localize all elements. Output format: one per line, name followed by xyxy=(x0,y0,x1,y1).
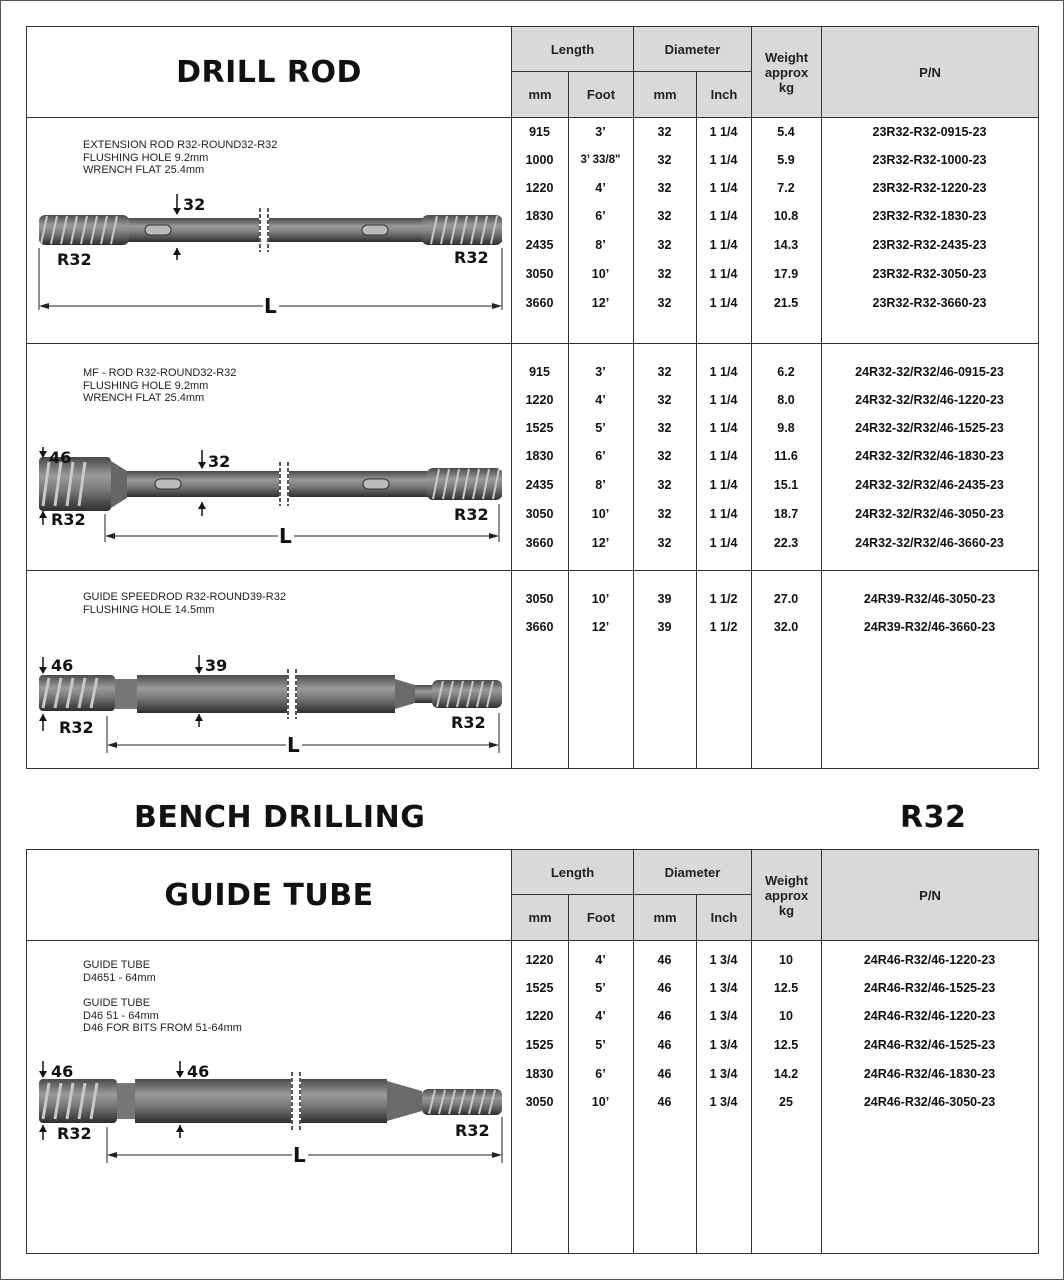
section-mf-rod xyxy=(27,344,511,570)
right-thread-label: R32 xyxy=(455,1121,490,1140)
table-row: 1000 3’ 33/8" 32 1 1/4 5.9 23R32-R32-1000-23 xyxy=(525,153,987,167)
section-guide-tube xyxy=(27,941,511,1253)
header-length: Length xyxy=(511,27,633,72)
mf-rod-drawing xyxy=(27,344,511,570)
section-description: GUIDE TUBE D4651 - 64mm xyxy=(83,959,156,984)
right-thread-label: R32 xyxy=(454,248,489,267)
section-description: MF - ROD R32-ROUND32-R32 FLUSHING HOLE 9.2mm WRENCH FLAT 25.4mm xyxy=(83,367,237,404)
length-label: L xyxy=(293,1143,306,1167)
diameter-label: 32 xyxy=(183,195,206,214)
table-row: 1525 5’ 46 1 3/4 12.5 24R46-R32/46-1525-23 xyxy=(525,981,996,995)
guide-tube-title: GUIDE TUBE xyxy=(164,877,374,913)
section-guide-speedrod xyxy=(27,571,511,768)
bench-drilling-title: BENCH DRILLING xyxy=(134,800,426,835)
table-row: 1830 6’ 32 1 1/4 11.6 24R32-32/R32/46-1830-23 xyxy=(525,449,1004,463)
diameter-label: 32 xyxy=(208,452,231,471)
section-description: EXTENSION ROD R32-ROUND32-R32 FLUSHING HOLE 9.2mm WRENCH FLAT 25.4mm xyxy=(83,139,278,176)
thread-type-title: R32 xyxy=(900,800,967,835)
length-label: L xyxy=(279,524,292,548)
header-length-mm: mm xyxy=(511,895,568,940)
left-thread-label: R32 xyxy=(57,1124,92,1143)
table-row: 3660 12’ 39 1 1/2 32.0 24R39-R32/46-3660-23 xyxy=(525,620,996,634)
header-length-foot: Foot xyxy=(568,895,633,940)
table-row: 1220 4’ 46 1 3/4 10 24R46-R32/46-1220-23 xyxy=(525,953,996,967)
table-row: 1830 6’ 46 1 3/4 14.2 24R46-R32/46-1830-23 xyxy=(525,1067,996,1081)
header-pn: P/N xyxy=(821,27,1038,117)
table-row: 3050 10’ 39 1 1/2 27.0 24R39-R32/46-3050-23 xyxy=(525,592,996,606)
length-label: L xyxy=(287,733,300,757)
header-length-foot: Foot xyxy=(568,72,633,117)
header-length: Length xyxy=(511,850,633,895)
left-thread-label: R32 xyxy=(57,250,92,269)
left-thread-label: R32 xyxy=(51,510,86,529)
drill-rod-title: DRILL ROD xyxy=(176,54,362,90)
guide-tube-drawing xyxy=(27,941,511,1253)
extension-rod-drawing xyxy=(27,118,511,343)
length-label: L xyxy=(264,294,277,318)
header-diameter: Diameter xyxy=(633,27,751,72)
section-description-2: GUIDE TUBE D46 51 - 64mm D46 FOR BITS FROM 51-64mm xyxy=(83,997,242,1034)
table-row: 2435 8’ 32 1 1/4 15.1 24R32-32/R32/46-2435-23 xyxy=(525,478,1004,492)
table-row: 3050 10’ 32 1 1/4 18.7 24R32-32/R32/46-3050-23 xyxy=(525,507,1004,521)
header-pn: P/N xyxy=(821,850,1038,940)
table-row: 1220 4’ 46 1 3/4 10 24R46-R32/46-1220-23 xyxy=(525,1009,996,1023)
table-row: 1830 6’ 32 1 1/4 10.8 23R32-R32-1830-23 xyxy=(525,209,987,223)
table-row: 915 3’ 32 1 1/4 5.4 23R32-R32-0915-23 xyxy=(529,125,987,139)
table-row: 2435 8’ 32 1 1/4 14.3 23R32-R32-2435-23 xyxy=(525,238,987,252)
shank-label: 46 xyxy=(51,1062,74,1081)
right-thread-label: R32 xyxy=(454,505,489,524)
guide-tube-table xyxy=(26,849,1039,1254)
shank-label: 46 xyxy=(49,448,72,467)
diameter-label: 39 xyxy=(205,656,228,675)
table-row: 3660 12’ 32 1 1/4 22.3 24R32-32/R32/46-3660-23 xyxy=(525,536,1004,550)
table-row: 1220 4’ 32 1 1/4 7.2 23R32-R32-1220-23 xyxy=(525,181,987,195)
shank-label: 46 xyxy=(51,656,74,675)
table-row: 3050 10’ 32 1 1/4 17.9 23R32-R32-3050-23 xyxy=(525,267,987,281)
table-row: 1525 5’ 46 1 3/4 12.5 24R46-R32/46-1525-23 xyxy=(525,1038,996,1052)
right-thread-label: R32 xyxy=(451,713,486,732)
table-row: 1220 4’ 32 1 1/4 8.0 24R32-32/R32/46-1220-23 xyxy=(525,393,1004,407)
header-diameter-mm: mm xyxy=(633,895,696,940)
header-diameter-inch: Inch xyxy=(696,72,751,117)
header-weight: Weight approx kg xyxy=(751,27,821,117)
header-length-mm: mm xyxy=(511,72,568,117)
table-row: 3050 10’ 46 1 3/4 25 24R46-R32/46-3050-23 xyxy=(525,1095,996,1109)
table-row: 3660 12’ 32 1 1/4 21.5 23R32-R32-3660-23 xyxy=(525,296,987,310)
diameter-label: 46 xyxy=(187,1062,210,1081)
header-diameter: Diameter xyxy=(633,850,751,895)
section-description: GUIDE SPEEDROD R32-ROUND39-R32 FLUSHING HOLE 14.5mm xyxy=(83,591,286,616)
header-weight: Weight approx kg xyxy=(751,850,821,940)
guide-speedrod-drawing xyxy=(27,571,511,768)
section-extension-rod xyxy=(27,118,511,343)
left-thread-label: R32 xyxy=(59,718,94,737)
header-diameter-inch: Inch xyxy=(696,895,751,940)
table-row: 915 3’ 32 1 1/4 6.2 24R32-32/R32/46-0915-23 xyxy=(529,365,1004,379)
header-diameter-mm: mm xyxy=(633,72,696,117)
table-row: 1525 5’ 32 1 1/4 9.8 24R32-32/R32/46-1525-23 xyxy=(525,421,1004,435)
drill-rod-table xyxy=(26,26,1039,769)
